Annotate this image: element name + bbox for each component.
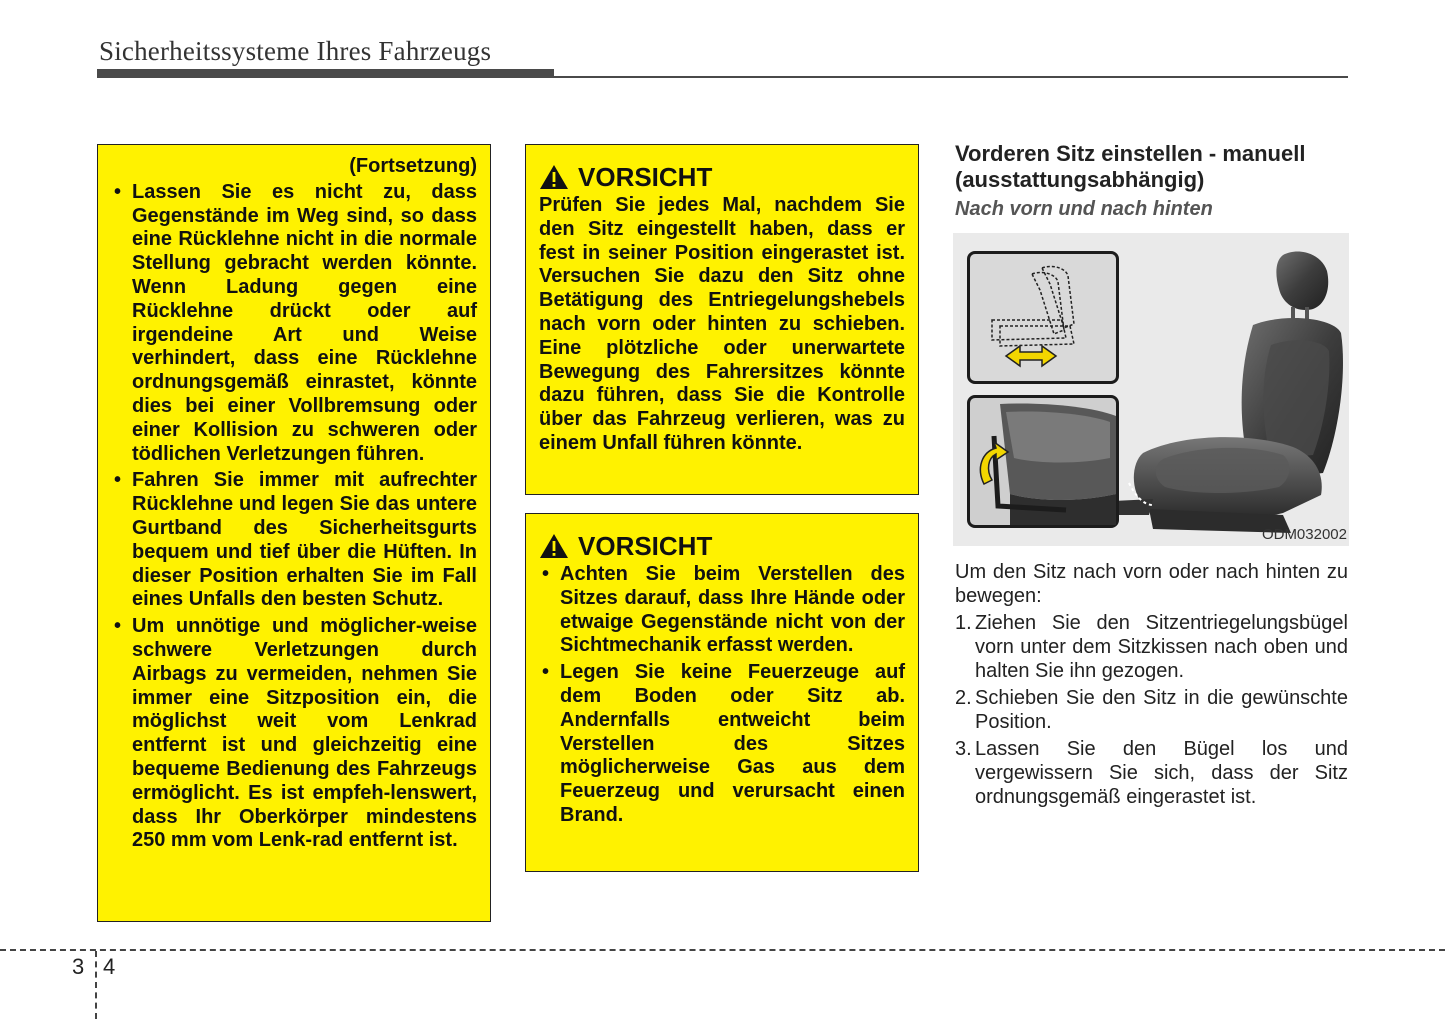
caution-heading-text: VORSICHT: [578, 162, 713, 192]
inset-slide-diagram: [967, 251, 1119, 384]
steps-list: [955, 611, 1348, 809]
header-bar: [97, 69, 554, 78]
caution-heading: [539, 163, 905, 191]
section-subtitle: Nach vorn und nach hinten: [955, 198, 1213, 220]
list-item: [955, 737, 1348, 809]
warning-triangle-icon: [539, 533, 569, 559]
list-item: • Fahren Sie immer mit aufrechter Rücklehne und legen Sie das untere Gurtband des Sicherheitsgurts bequem und tief über die Hüften. In dieser Position erhalten Sie im Fall eines Unfalls den besten Schutz.: [111, 469, 477, 612]
step-number: 1.: [955, 612, 972, 634]
continuation-label: (Fortsetzung): [349, 155, 477, 177]
step-text: Lassen Sie den Bügel los und vergewissern Sie sich, dass der Sitz ordnungsgemäß eingerastet ist.: [975, 738, 1348, 808]
warning-box-continued: [97, 144, 491, 922]
list-item: • Achten Sie beim Verstellen des Sitzes darauf, dass Ihre Hände oder etwaige Gegenstände nicht von der Sichtmechanik erfasst werden.: [539, 563, 905, 658]
list-item: • Um unnötige und möglicher-weise schwere Verletzungen durch Airbags zu vermeiden, nehmen Sie immer eine Sitzposition ein, die möglichst weit vom Lenkrad entfernt ist und gleichzeitig eine bequeme Bedienung des Fahrzeugs ermöglicht. Es ist empfeh-lenswert, dass Ihr Oberkörper mindestens 250 mm vom Lenk-rad entfernt ist.: [111, 615, 477, 853]
footer-rule: [0, 949, 1445, 951]
chapter-number: 3: [72, 954, 85, 979]
caution-text: Prüfen Sie jedes Mal, nachdem Sie den Sitz eingestellt haben, dass er fest in seiner Position eingerastet ist. Versuchen Sie dazu den Sitz ohne Betätigung des Entriegelungshebels nach vorn oder hinten zu schieben. Eine plötzliche oder unerwartete Bewegung des Fahrersitzes könnte dazu führen, dass Sie die Kontrolle über das Fahrzeug verlieren, was zu einem Unfall führen könnte.: [539, 194, 905, 454]
caution-heading: [539, 532, 905, 560]
instructions-intro: Um den Sitz nach vorn oder nach hinten zu bewegen:: [955, 561, 1348, 607]
caution-box-seat-lock: [525, 144, 919, 495]
caution-box-adjustment: [525, 513, 919, 872]
step-text: Schieben Sie den Sitz in die gewünschte Position.: [975, 687, 1348, 733]
header-rule: [554, 76, 1348, 78]
warning-bullet-list: [111, 181, 477, 853]
list-item: • Lassen Sie es nicht zu, dass Gegenstände im Weg sind, so dass eine Rücklehne nicht in die normale Stellung gebracht werden könnte. Wenn Ladung gegen eine Rücklehne drückt oder auf irgendeine Art und Weise verhindert, dass eine Rücklehne ordnungsgemäß einrastet, könnte dies bei einer Vollbremsung oder einer Kollision zu schweren oder tödlichen Verletzungen führen.: [111, 181, 477, 467]
warning-triangle-icon: [539, 164, 569, 190]
page-header-title: Sicherheitssysteme Ihres Fahrzeugs: [99, 36, 492, 66]
section-title: Vorderen Sitz einstellen - manuell (ausstattungsabhängig): [955, 141, 1306, 192]
page-number: 4: [103, 954, 116, 979]
caution-bullet-list: [539, 563, 905, 828]
list-item: • Legen Sie keine Feuerzeuge auf dem Boden oder Sitz ab. Andernfalls entweicht beim Verstellen des Sitzes möglicherweise Gas aus dem Feuerzeug und verursacht einen Brand.: [539, 661, 905, 828]
instructions: [955, 560, 1348, 812]
caution-heading-text: VORSICHT: [578, 531, 713, 561]
list-item: [955, 611, 1348, 683]
step-text: Ziehen Sie den Sitzentriegelungsbügel vorn unter dem Sitzkissen nach oben und halten Sie ihn gezogen.: [975, 612, 1348, 682]
footer-separator: [95, 951, 97, 1019]
step-number: 3.: [955, 738, 972, 760]
double-arrow-icon: [1006, 346, 1056, 366]
figure-code: ODM032002: [1261, 526, 1347, 543]
step-number: 2.: [955, 687, 972, 709]
seat-adjustment-figure: [953, 233, 1349, 546]
inset-lever-diagram: [967, 395, 1119, 528]
list-item: [955, 686, 1348, 734]
